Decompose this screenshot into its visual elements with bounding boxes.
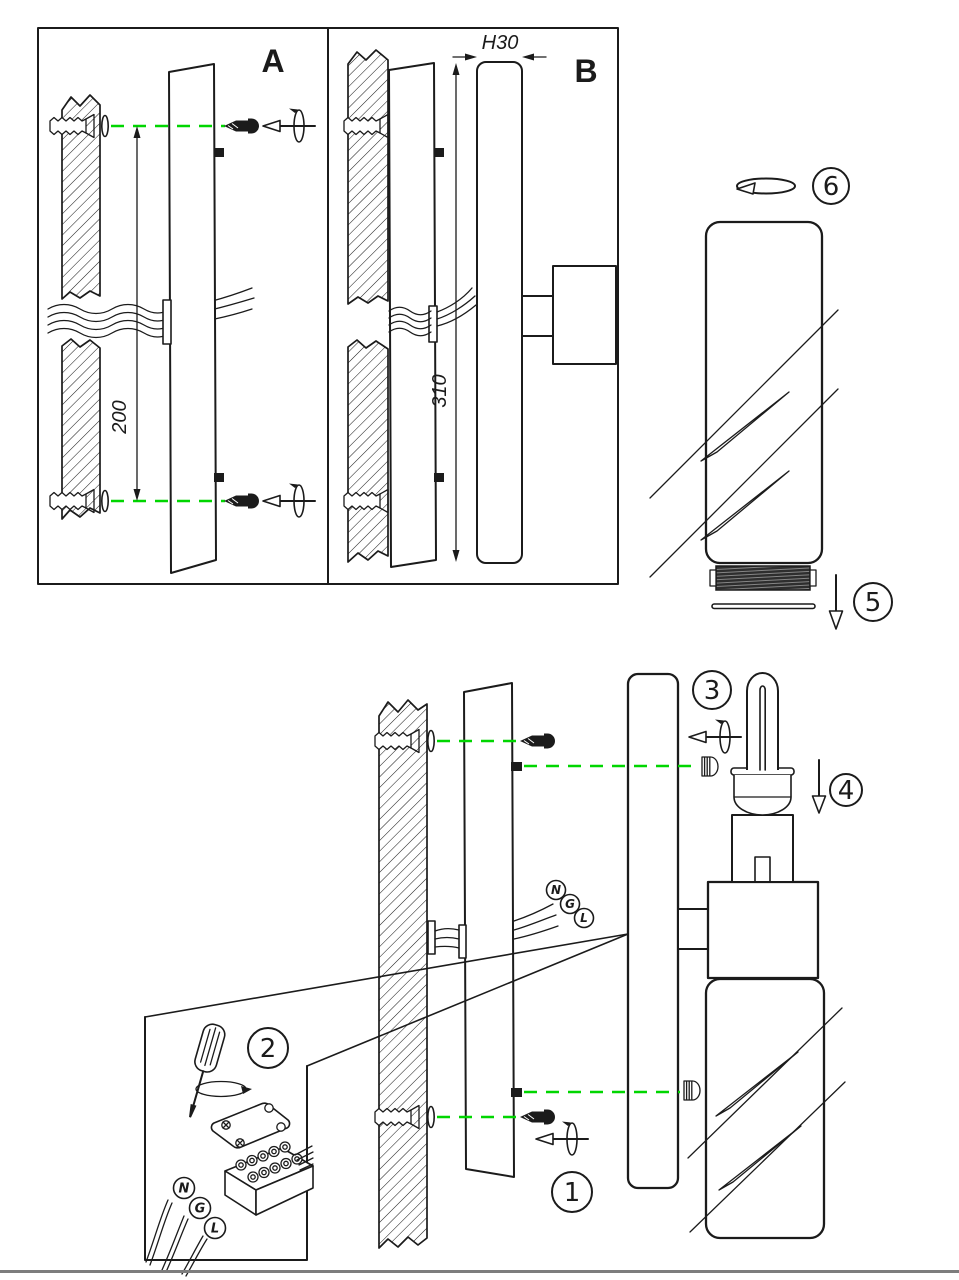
cover-plate <box>211 1103 289 1148</box>
glass-tube <box>706 222 822 563</box>
dimension-200-label: 200 <box>109 400 131 434</box>
backplate <box>477 62 522 563</box>
thread-step <box>810 570 816 586</box>
screwdriver-icon <box>179 1022 252 1120</box>
panel-a <box>38 28 328 584</box>
wall-section-upper <box>348 50 388 304</box>
lamp-arm-neck <box>678 909 708 949</box>
socket-column <box>732 815 793 882</box>
wire-label-live: L <box>580 911 588 926</box>
set-screw-icon <box>702 757 718 776</box>
hook-stud <box>214 148 224 157</box>
step-2-number: 2 <box>259 1034 277 1065</box>
wall-section-lower <box>348 340 388 562</box>
wall-section <box>379 700 427 1248</box>
bottom-rule <box>0 1270 959 1273</box>
panel-b-label: B <box>574 53 598 89</box>
washer-icon <box>102 116 108 137</box>
insert-arrowhead-icon <box>813 796 826 813</box>
step-6-number: 6 <box>822 172 840 203</box>
mounting-plate <box>169 64 216 573</box>
step-1-number: 1 <box>563 1178 581 1209</box>
wire-label-neutral: N <box>550 883 562 898</box>
dimension-h30-label: H30 <box>481 32 519 54</box>
lamp-body <box>708 882 818 978</box>
step-5-number: 5 <box>864 588 882 619</box>
hook-stud <box>434 473 444 482</box>
wire-label-live: L <box>210 1221 220 1237</box>
mounting-plate <box>464 683 514 1177</box>
screwdriver-turn-icon <box>689 720 741 754</box>
rotate-arrowhead-icon <box>737 183 755 194</box>
wire-label-neutral: N <box>178 1181 190 1197</box>
cfl-bulb <box>747 673 778 770</box>
wire-labels <box>174 1178 226 1239</box>
thread-step <box>710 570 716 586</box>
panel-a-label: A <box>261 43 285 79</box>
lamp-body-section <box>553 266 616 364</box>
step-3-number: 3 <box>703 676 721 707</box>
step-4-number: 4 <box>837 776 855 807</box>
dimension-310-label: 310 <box>429 374 451 408</box>
hook-stud <box>214 473 224 482</box>
hook-stud <box>511 762 522 771</box>
hook-stud <box>434 148 444 157</box>
terminal-block <box>225 1142 313 1215</box>
main-assembly <box>375 671 862 1248</box>
screw-icon <box>520 1110 555 1125</box>
lamp-holder <box>731 768 794 815</box>
washer-icon <box>428 1107 434 1128</box>
washer-icon <box>102 491 108 512</box>
gasket-ring <box>712 604 815 609</box>
thread-collar <box>716 566 810 590</box>
wire-label-ground: G <box>194 1201 206 1217</box>
set-screw-icon <box>684 1081 700 1100</box>
wire-grommet <box>428 921 435 954</box>
wire-grommet <box>459 925 466 958</box>
screw-icon <box>520 734 555 749</box>
backplate <box>628 674 678 1188</box>
washer-icon <box>428 731 434 752</box>
wire-grommet <box>163 300 171 344</box>
insert-arrowhead-icon <box>830 611 843 629</box>
hook-stud <box>511 1088 522 1097</box>
wire-label-ground: G <box>565 897 575 912</box>
lamp-arm-neck <box>522 296 553 336</box>
panel-b <box>328 28 618 584</box>
glass-tube-assembly <box>650 168 892 629</box>
screwdriver-turn-icon <box>536 1122 588 1156</box>
